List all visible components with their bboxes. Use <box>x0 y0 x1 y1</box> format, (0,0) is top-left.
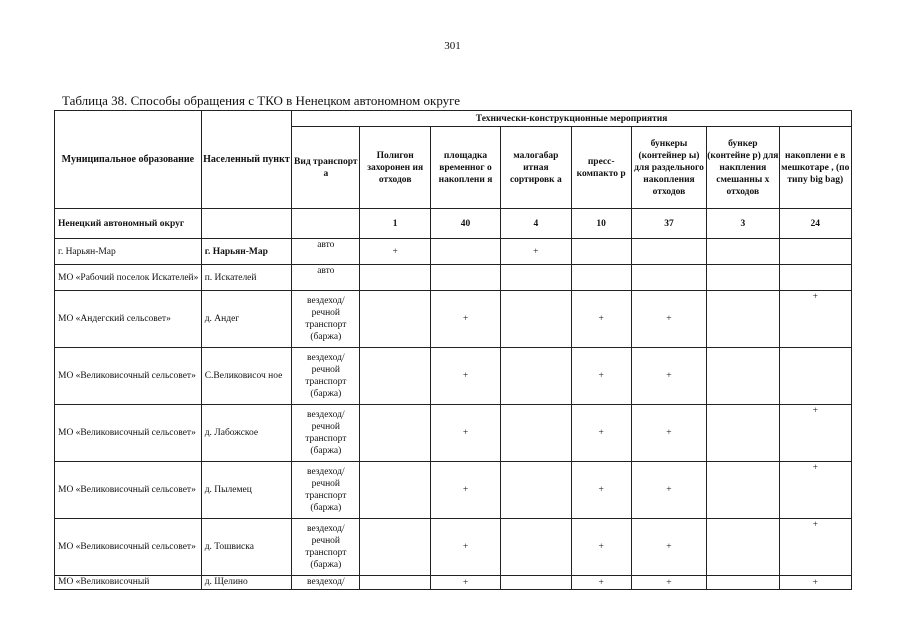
cell-settlement: д. Лабожское <box>201 405 291 462</box>
cell-landfill <box>360 291 430 348</box>
cell-municipality: МО «Великовисочный <box>55 576 202 590</box>
table-row <box>55 576 852 590</box>
cell-mixed-bunker <box>707 239 779 265</box>
cell-temporary-site: + <box>430 519 500 576</box>
cell-transport: вездеход/ речной транспорт (баржа) <box>292 405 360 462</box>
cell-municipality: МО «Рабочий поселок Искателей» <box>55 265 202 291</box>
cell-municipality: МО «Андегский сельсовет» <box>55 291 202 348</box>
header-temporary-site: площадка временног о накоплени я <box>430 127 500 209</box>
table-caption: Таблица 38. Способы обращения с ТКО в Ненецком автономном округе <box>62 93 461 108</box>
cell-landfill: + <box>360 239 430 265</box>
cell-settlement: г. Нарьян-Мар <box>201 239 291 265</box>
cell-small-sorting: + <box>501 239 571 265</box>
cell-separate-bunkers: + <box>631 291 706 348</box>
cell-mixed-bunker <box>707 348 779 405</box>
cell-separate-bunkers: + <box>631 576 706 590</box>
cell-press-compactor <box>571 239 631 265</box>
cell-separate-bunkers: + <box>631 348 706 405</box>
header-big-bag: накоплени е в мешкотаре , (по типу big bag) <box>779 127 852 209</box>
header-landfill: Полигон захоронен ия отходов <box>360 127 430 209</box>
header-separate-bunkers: бункеры (контейнер ы) для раздельного накопления отходов <box>631 127 706 209</box>
table-row-total <box>55 209 852 239</box>
cell-transport: вездеход/ речной транспорт (баржа) <box>292 519 360 576</box>
cell-small-sorting <box>501 348 571 405</box>
cell-settlement: п. Искателей <box>201 265 291 291</box>
cell-landfill <box>360 519 430 576</box>
cell-landfill <box>360 405 430 462</box>
total-big-bag: 24 <box>779 209 852 239</box>
table-row <box>55 239 852 265</box>
total-temporary-site: 40 <box>430 209 500 239</box>
cell-temporary-site <box>430 239 500 265</box>
total-transport <box>292 209 360 239</box>
cell-small-sorting <box>501 462 571 519</box>
cell-small-sorting <box>501 519 571 576</box>
header-technical-measures: Технически-конструкционные мероприятия <box>292 111 852 127</box>
cell-landfill <box>360 576 430 590</box>
cell-separate-bunkers: + <box>631 462 706 519</box>
cell-mixed-bunker <box>707 265 779 291</box>
total-press-compactor: 10 <box>571 209 631 239</box>
cell-big-bag: + <box>779 405 852 462</box>
table-row <box>55 348 852 405</box>
table-row <box>55 519 852 576</box>
header-press-compactor: пресс- компакто р <box>571 127 631 209</box>
cell-settlement: С.Великовисоч ное <box>201 348 291 405</box>
cell-press-compactor: + <box>571 519 631 576</box>
cell-mixed-bunker <box>707 519 779 576</box>
cell-big-bag <box>779 239 852 265</box>
cell-temporary-site: + <box>430 348 500 405</box>
cell-mixed-bunker <box>707 462 779 519</box>
cell-landfill <box>360 348 430 405</box>
cell-press-compactor: + <box>571 576 631 590</box>
page-number: 301 <box>444 40 461 52</box>
cell-big-bag: + <box>779 462 852 519</box>
cell-landfill <box>360 462 430 519</box>
total-label: Ненецкий автономный округ <box>55 209 202 239</box>
cell-temporary-site: + <box>430 576 500 590</box>
cell-temporary-site <box>430 265 500 291</box>
cell-press-compactor: + <box>571 405 631 462</box>
table-row <box>55 265 852 291</box>
cell-mixed-bunker <box>707 291 779 348</box>
cell-transport: авто <box>292 239 360 265</box>
cell-municipality: МО «Великовисочный сельсовет» <box>55 519 202 576</box>
cell-separate-bunkers <box>631 265 706 291</box>
header-municipality: Муниципальное образование <box>55 111 202 209</box>
cell-transport: вездеход/ <box>292 576 360 590</box>
cell-municipality: МО «Великовисочный сельсовет» <box>55 462 202 519</box>
cell-transport: вездеход/ речной транспорт (баржа) <box>292 462 360 519</box>
table-row <box>55 291 852 348</box>
cell-small-sorting <box>501 291 571 348</box>
cell-big-bag: + <box>779 576 852 590</box>
cell-settlement: д. Андег <box>201 291 291 348</box>
cell-landfill <box>360 265 430 291</box>
cell-press-compactor: + <box>571 462 631 519</box>
cell-temporary-site: + <box>430 291 500 348</box>
cell-temporary-site: + <box>430 462 500 519</box>
table-row <box>55 405 852 462</box>
cell-big-bag: + <box>779 519 852 576</box>
cell-municipality: МО «Великовисочный сельсовет» <box>55 348 202 405</box>
cell-transport: авто <box>292 265 360 291</box>
cell-big-bag <box>779 348 852 405</box>
header-settlement: Населенный пункт <box>201 111 291 209</box>
cell-press-compactor: + <box>571 291 631 348</box>
cell-settlement: д. Щелино <box>201 576 291 590</box>
table-row <box>55 462 852 519</box>
cell-separate-bunkers <box>631 239 706 265</box>
total-small-sorting: 4 <box>501 209 571 239</box>
cell-mixed-bunker <box>707 576 779 590</box>
cell-mixed-bunker <box>707 405 779 462</box>
cell-press-compactor: + <box>571 348 631 405</box>
cell-municipality: г. Нарьян-Мар <box>55 239 202 265</box>
cell-separate-bunkers: + <box>631 405 706 462</box>
cell-small-sorting <box>501 576 571 590</box>
cell-press-compactor <box>571 265 631 291</box>
cell-settlement: д. Тошвиска <box>201 519 291 576</box>
cell-transport: вездеход/ речной транспорт (баржа) <box>292 291 360 348</box>
cell-small-sorting <box>501 405 571 462</box>
cell-temporary-site: + <box>430 405 500 462</box>
total-mixed-bunker: 3 <box>707 209 779 239</box>
total-separate-bunkers: 37 <box>631 209 706 239</box>
cell-separate-bunkers: + <box>631 519 706 576</box>
header-mixed-bunker: бункер (контейне р) для накпления смешанны х отходов <box>707 127 779 209</box>
waste-management-table <box>54 110 852 590</box>
cell-big-bag <box>779 265 852 291</box>
cell-small-sorting <box>501 265 571 291</box>
total-settlement <box>201 209 291 239</box>
cell-settlement: д. Пылемец <box>201 462 291 519</box>
total-landfill: 1 <box>360 209 430 239</box>
cell-municipality: МО «Великовисочный сельсовет» <box>55 405 202 462</box>
cell-big-bag: + <box>779 291 852 348</box>
header-small-sorting: малогабар итная сортировк а <box>501 127 571 209</box>
header-transport: Вид транспорт а <box>292 127 360 209</box>
cell-transport: вездеход/ речной транспорт (баржа) <box>292 348 360 405</box>
